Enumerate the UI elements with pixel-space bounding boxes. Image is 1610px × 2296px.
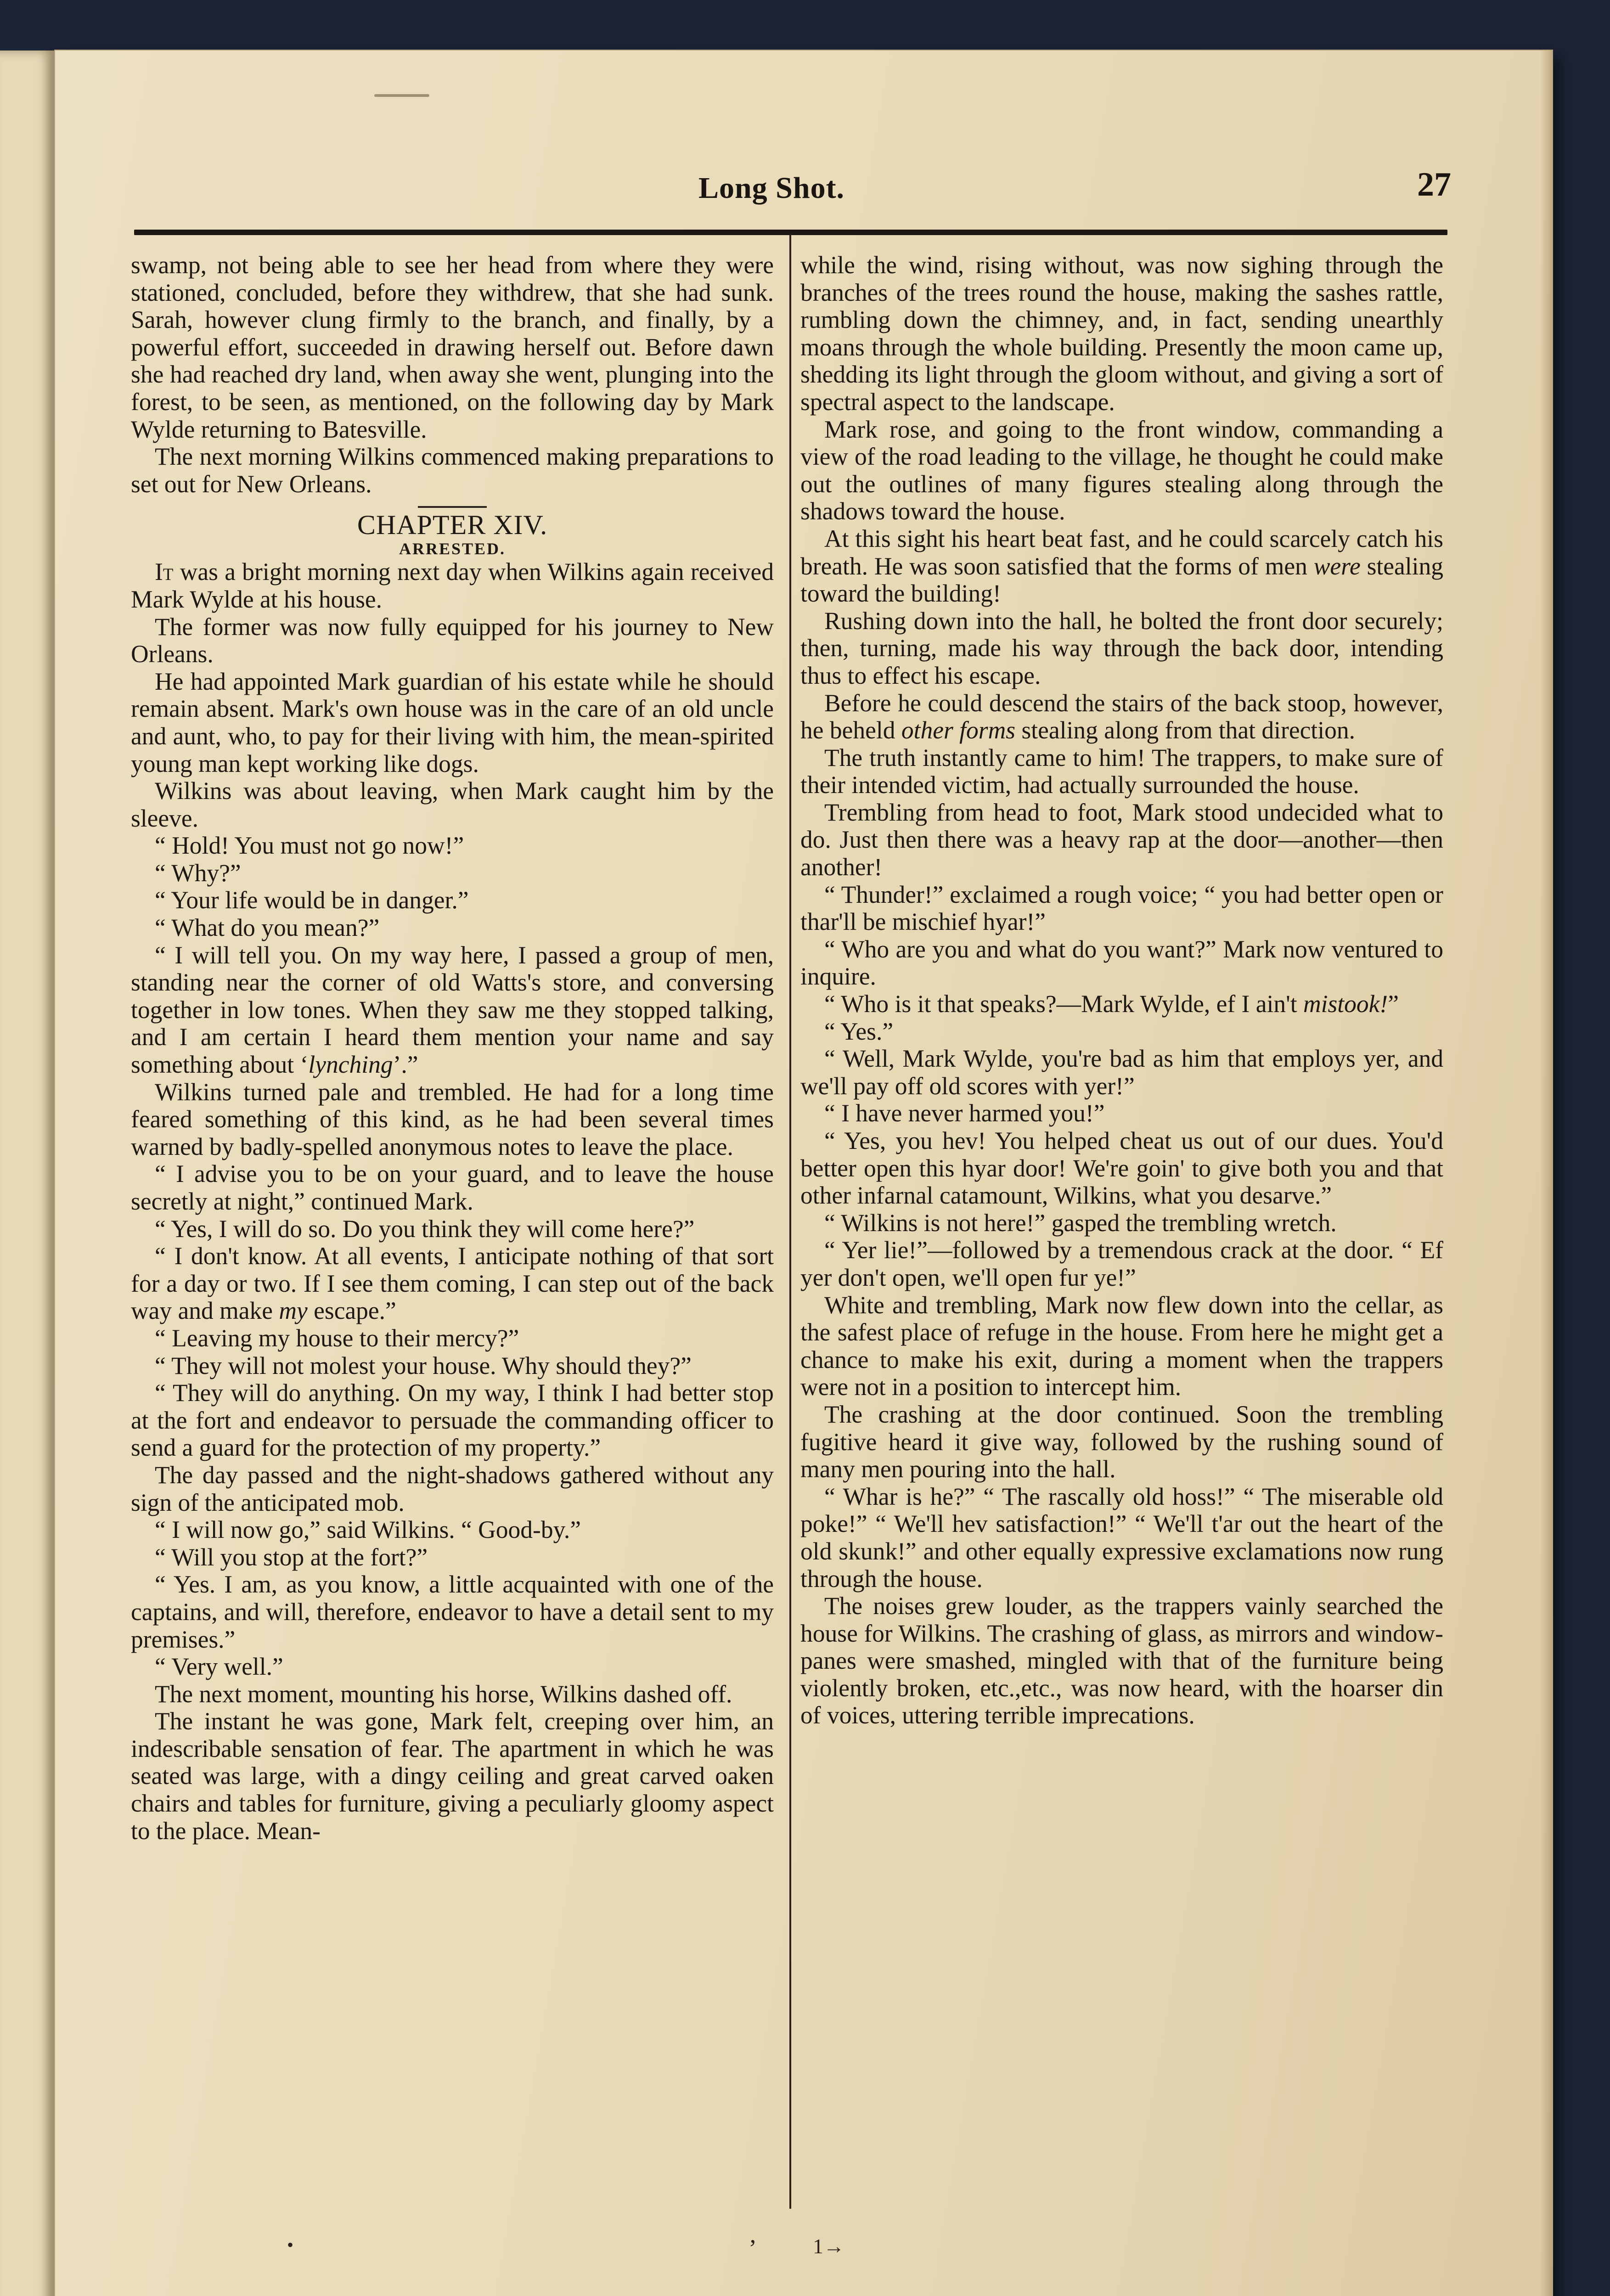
paragraph: “ They will not molest your house. Why should they?” bbox=[155, 1351, 692, 1379]
paragraph: “ I advise you to be on your guard, and to leave the house secretly at night,” continued Mark. bbox=[131, 1160, 774, 1215]
column-divider bbox=[789, 234, 791, 2209]
paragraph: The former was now fully equipped for his journey to New Orleans. bbox=[131, 613, 774, 668]
footer-mark-mid: ’ bbox=[749, 2234, 757, 2262]
paragraph: Wilkins was about leaving, when Mark caught him by the sleeve. bbox=[131, 777, 774, 832]
dialogue-line: “ Why?” bbox=[155, 859, 241, 887]
emphasis: mistook! bbox=[1303, 990, 1388, 1018]
dialogue-line: “ Will you stop at the fort?” bbox=[155, 1543, 428, 1571]
paragraph-text: stealing along from that direction. bbox=[1015, 716, 1355, 744]
dialogue-line: “ Leaving my house to their mercy?” bbox=[155, 1324, 519, 1352]
chapter-rule bbox=[418, 506, 487, 508]
paragraph: The day passed and the night-shadows gathered without any sign of the anticipated mob. bbox=[131, 1461, 774, 1516]
paragraph-text: stealing toward the building! bbox=[800, 552, 1443, 608]
page-number: 27 bbox=[1417, 166, 1451, 203]
paragraph: He had appointed Mark guardian of his estate while he should remain absent. Mark's own house was in the care of an old uncle and aunt, who, to pay for their living with him, the mean-spirited young man kept working like dogs. bbox=[131, 667, 774, 777]
paragraph: The instant he was gone, Mark felt, creeping over him, an indescribable sensation of fear. The apartment in which he was seated was large, with a dingy ceiling and great carved oaken chairs and tables for furniture, giving a peculiarly gloomy aspect to the place. Mean- bbox=[131, 1707, 774, 1845]
paragraph bbox=[131, 1243, 774, 1325]
dialogue-line: “ I will now go,” said Wilkins. “ Good-by.” bbox=[155, 1516, 581, 1544]
paragraph: Trembling from head to foot, Mark stood undecided what to do. Just then there was a heavy rap at the door—another—then another! bbox=[800, 798, 1443, 881]
printer-mark bbox=[374, 94, 429, 97]
paragraph: “ Whar is he?” “ The rascally old hoss!” “ The miserable old poke!” “ We'll hev satisfaction!” “ We'll t'ar out the heart of the old skunk!” and other equally expressive exclamations now rung through the house. bbox=[800, 1482, 1443, 1593]
emphasis: were bbox=[1313, 552, 1361, 580]
paragraph: The crashing at the door continued. Soon the trembling fugitive heard it give way, followed by the rushing sound of many men pouring into the hall. bbox=[800, 1400, 1443, 1483]
paragraph: swamp, not being able to see her head from where they were stationed, concluded, before they withdrew, that she had sunk. Sarah, however clung firmly to the branch, and finally, by a powerful effort, succeeded in drawing herself out. Before dawn she had reached dry land, when away she went, plunging into the forest, to be seen, as mentioned, on the following day by Mark Wylde returning to Batesville. bbox=[131, 251, 774, 443]
running-title: Long Shot. bbox=[698, 171, 845, 205]
paragraph: “ Thunder!” exclaimed a rough voice; “ you had better open or thar'll be mischief hyar!” bbox=[800, 880, 1443, 936]
paragraph-text: At this sight his heart beat fast, and he could scarcely catch his breath. He was soon satisfied that the forms of men bbox=[800, 524, 1443, 580]
dialogue-line: “ Yes.” bbox=[824, 1017, 894, 1045]
drop-word: It bbox=[155, 558, 174, 586]
previous-page-edge bbox=[0, 51, 55, 2296]
chapter-subtitle: ARRESTED. bbox=[399, 540, 506, 558]
footer-dot: • bbox=[287, 2234, 294, 2255]
paragraph: “ They will do anything. On my way, I think I had better stop at the fort and endeavor to persuade the commanding officer to send a guard for the protection of my property.” bbox=[131, 1379, 774, 1462]
emphasis: my bbox=[279, 1297, 308, 1325]
left-column bbox=[131, 252, 774, 1845]
paragraph: White and trembling, Mark now flew down into the cellar, as the safest place of refuge in the house. From here he might get a chance to make his exit, during a moment when the trappers were not in a position to intercept him. bbox=[800, 1291, 1443, 1401]
paragraph: The truth instantly came to him! The trappers, to make sure of their intended victim, had actually surrounded the house. bbox=[800, 743, 1443, 799]
dialogue-line: “ What do you mean?” bbox=[155, 914, 380, 942]
dialogue-line: “ Hold! You must not go now!” bbox=[155, 832, 464, 860]
paragraph: “ Who are you and what do you want?” Mark now ventured to inquire. bbox=[800, 935, 1443, 990]
paragraph: “ Yes. I am, as you know, a little acquainted with one of the captains, and will, therefore, endeavor to have a detail sent to my premises.” bbox=[131, 1570, 774, 1653]
paragraph-text: “ I will tell you. On my way here, I passed a group of men, standing near the corner of old Watts's store, and conversing together in low tones. When they saw me they stopped talking, and I am certain I heard them mention your name and say something about ‘ bbox=[131, 941, 774, 1079]
paragraph bbox=[800, 525, 1443, 608]
paragraph: Rushing down into the hall, he bolted the front door securely; then, turning, made his way through the back door, intending thus to effect his escape. bbox=[800, 607, 1443, 689]
dialogue-line: “ Very well.” bbox=[155, 1653, 283, 1681]
paragraph: “ Yes, you hev! You helped cheat us out of our dues. You'd better open this hyar door! We're goin' to give both you and that other infarnal catamount, Wilkins, what you desarve.” bbox=[800, 1127, 1443, 1210]
right-column bbox=[800, 252, 1443, 1729]
emphasis: other forms bbox=[901, 716, 1016, 744]
dialogue-line: “ Your life would be in danger.” bbox=[155, 886, 469, 914]
paragraph-text: was a bright morning next day when Wilkins again received Mark Wylde at his house. bbox=[131, 558, 774, 613]
chapter-title: CHAPTER XIV. bbox=[357, 510, 548, 540]
paragraph: Mark rose, and going to the front window, commanding a view of the road leading to the village, he thought he could make out the outlines of many figures stealing along through the shadows toward the house. bbox=[800, 415, 1443, 525]
paragraph-text: Before he could descend the stairs of the back stoop, however, he beheld bbox=[800, 689, 1443, 744]
paragraph bbox=[131, 558, 774, 613]
paragraph: Wilkins turned pale and trembled. He had for a long time feared something of this kind, as he had been several times warned by badly-spelled anonymous notes to leave the place. bbox=[131, 1078, 774, 1160]
paragraph: while the wind, rising without, was now sighing through the branches of the trees round the house, making the sashes rattle, rumbling down the chimney, and, in fact, sending unearthly moans through the whole building. Presently the moon came up, shedding its light through the gloom without, and giving a sort of spectral aspect to the landscape. bbox=[800, 251, 1443, 416]
paragraph-text: ’.” bbox=[393, 1051, 418, 1079]
paragraph: The next morning Wilkins commenced making preparations to set out for New Orleans. bbox=[131, 443, 774, 498]
page-edge-shadow bbox=[1540, 51, 1552, 2296]
paragraph bbox=[800, 690, 1443, 744]
paragraph bbox=[800, 990, 1443, 1018]
paragraph-text: ” bbox=[1388, 990, 1399, 1018]
emphasis: lynching bbox=[308, 1051, 393, 1079]
dialogue-line: “ I have never harmed you!” bbox=[824, 1099, 1105, 1127]
paragraph: “ Yer lie!”—followed by a tremendous crack at the door. “ Ef yer don't open, we'll open fur ye!” bbox=[800, 1236, 1443, 1291]
paragraph-text: “ Who is it that speaks?—Mark Wylde, ef I ain't bbox=[824, 990, 1303, 1018]
paragraph bbox=[131, 942, 774, 1079]
paragraph: The noises grew louder, as the trappers vainly searched the house for Wilkins. The crashing of glass, as mirrors and window-panes were smashed, mingled with that of the furniture being violently broken, etc.,etc., was now heard, with the hoarser din of voices, uttering terrible imprecations. bbox=[800, 1592, 1443, 1729]
paragraph: “ Wilkins is not here!” gasped the trembling wretch. bbox=[824, 1209, 1337, 1237]
paragraph: “ Yes, I will do so. Do you think they will come here?” bbox=[155, 1215, 695, 1243]
footer-mark-right: 1→ bbox=[813, 2234, 844, 2258]
paragraph: “ Well, Mark Wylde, you're bad as him that employs yer, and we'll pay off old scores with yer!” bbox=[800, 1045, 1443, 1100]
paragraph: The next moment, mounting his horse, Wilkins dashed off. bbox=[155, 1680, 732, 1708]
paragraph-text: escape.” bbox=[307, 1297, 396, 1325]
paragraph-text: “ I don't know. At all events, I anticipate nothing of that sort for a day or two. If I see them coming, I can step out of the back way and make bbox=[131, 1242, 774, 1325]
